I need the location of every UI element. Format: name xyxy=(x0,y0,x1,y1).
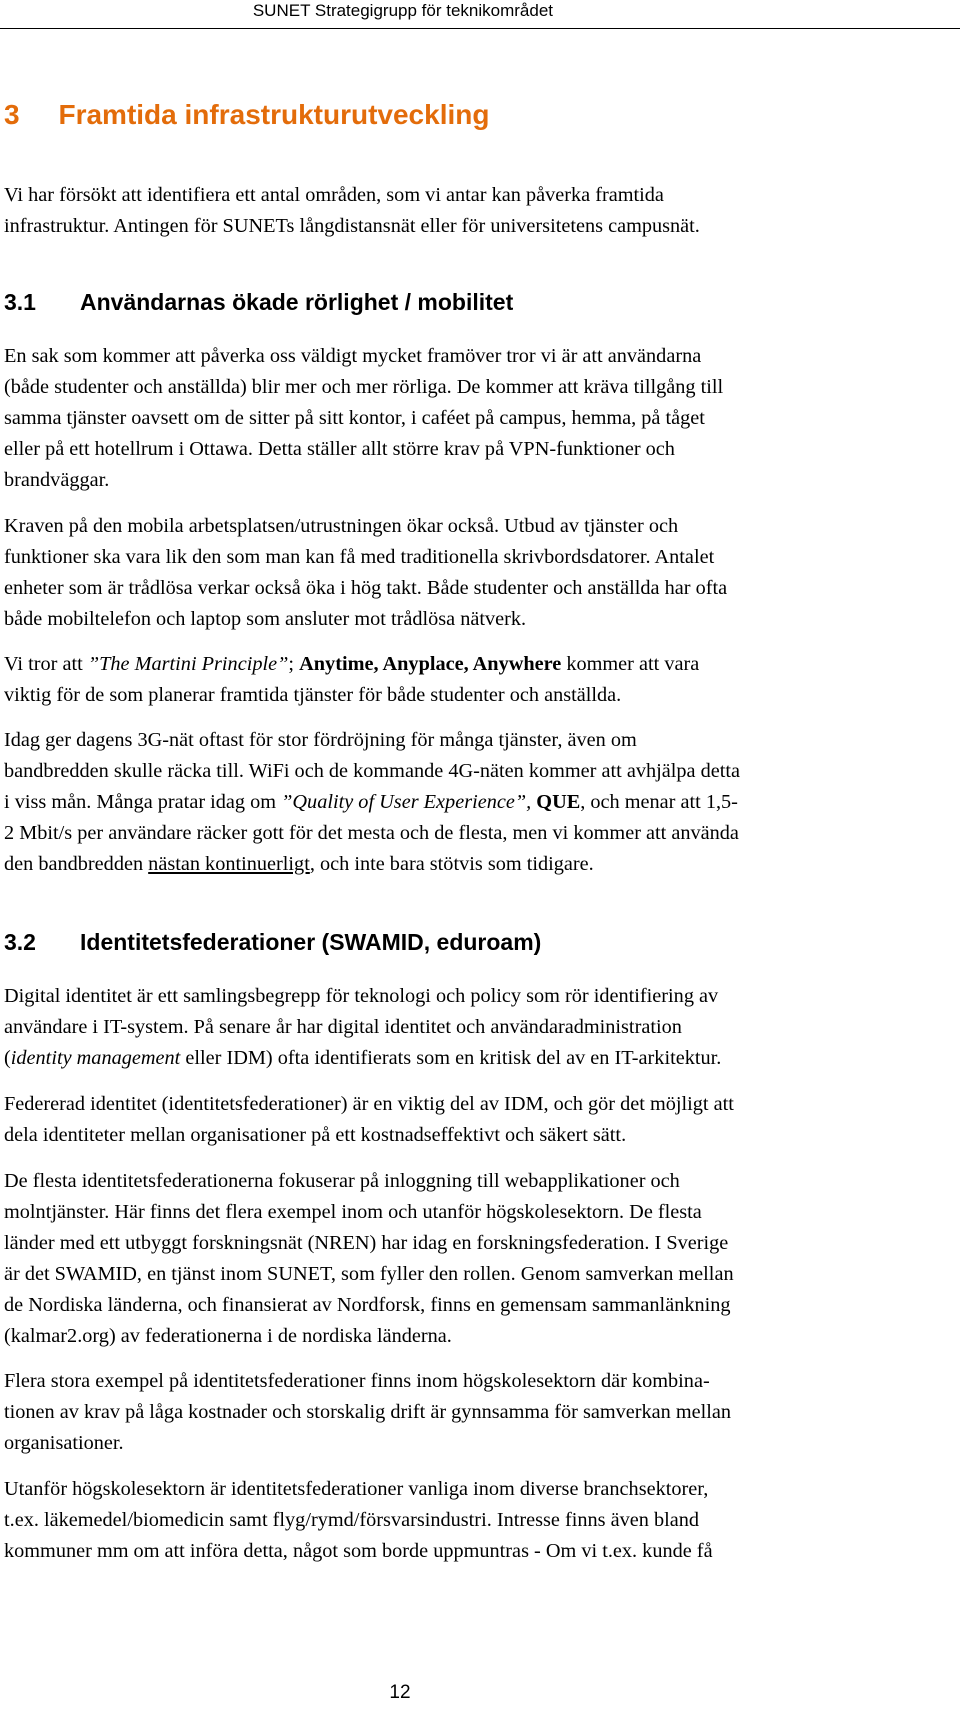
p4-text-e: , och menar att 1,5- 2 Mbit/s per användare räcker gott för det mesta och de flesta, men vi kommer att använda den bandbredden xyxy=(4,791,739,875)
section-3-2-title: Identitetsfederationer (SWAMID, eduroam) xyxy=(80,929,542,955)
section-3-2-heading xyxy=(4,929,541,956)
section-3-1-title: Användarnas ökade rörlighet / mobilitet xyxy=(80,289,514,315)
mobility-paragraph-3 xyxy=(4,649,959,711)
identity-paragraph-4: Flera stora exempel på identitetsfederationer finns inom högskolesektorn där kombina- tionen av krav på låga kostnader och storskalig drift är gynnsamma för samverkan mellan organisationer. xyxy=(4,1370,732,1454)
p3-text-c: ; xyxy=(288,653,300,675)
identity-paragraph-3: De flesta identitetsfederationerna fokuserar på inloggning till webapplikationer och molntjänster. Här finns det flera exempel inom och utanför högskolesektorn. De flesta länder med ett utbyggt forskningsnät (NREN) har idag en forskningsfederation. I Sverige är det SWAMID, en tjänst inom SUNET, som fyller den rollen. Genom samverkan mellan de Nordiska länderna, och finansierat av Nordforsk, finns en gemensam sammanlänkning (kalmar2.org) av federationerna i de nordiska länderna. xyxy=(4,1170,734,1347)
id-p1-text-a: Digital identitet är ett samlingsbegrepp för teknologi och policy som rör identifiering av användare i IT-system. På senare år har digital identitet och användaradministration ( xyxy=(4,985,719,1069)
p3-text-a: Vi tror att xyxy=(4,653,88,675)
section-3-heading xyxy=(4,99,489,131)
p3-text-e: kommer att vara viktig för de som planerar framtida tjänster för både studenter och anställda. xyxy=(4,653,700,706)
nastan-kontinuerligt: nästan kontinuerligt xyxy=(148,853,310,875)
identity-management: identity management xyxy=(10,1047,181,1069)
martini-principle: ”The Martini Principle” xyxy=(87,653,289,675)
id-p1-text-c: eller IDM) ofta identifierats som en kritisk del av en IT-arkitektur. xyxy=(180,1047,722,1069)
identity-paragraph-5: Utanför högskolesektorn är identitetsfederationer vanliga inom diverse branchsektorer, t.ex. läkemedel/biomedicin samt flyg/rymd/försvarsindustri. Intresse finns även bland kommuner mm om att införa detta, något som borde uppmuntras - Om vi t.ex. kunde få xyxy=(4,1478,713,1562)
section-3-number: 3 xyxy=(4,99,20,130)
identity-paragraph-1 xyxy=(4,981,959,1074)
section-3-1-heading xyxy=(4,289,513,316)
page-number: 12 xyxy=(389,1682,411,1703)
section-3-title: Framtida infrastrukturutveckling xyxy=(58,99,490,130)
que-abbreviation: QUE xyxy=(536,791,581,813)
anytime-anyplace-anywhere: Anytime, Anyplace, Anywhere xyxy=(299,653,562,675)
section-3-intro: Vi har försökt att identifiera ett antal områden, som vi antar kan påverka framtida infrastruktur. Antingen för SUNETs långdistansnät eller för universitetens campusnät. xyxy=(4,184,700,237)
mobility-paragraph-4 xyxy=(4,725,959,880)
page-header xyxy=(0,0,960,29)
mobility-paragraph-2: Kraven på den mobila arbetsplatsen/utrustningen ökar också. Utbud av tjänster och funktioner ska vara lik den som man kan få med traditionella skrivbordsdatorer. Antalet enheter som är trådlösa verkar också öka i hög takt. Både studenter och anställda har ofta både mobiltelefon och laptop som ansluter mot trådlösa nätverk. xyxy=(4,515,728,630)
section-3-2-number: 3.2 xyxy=(4,929,36,955)
p4-text-g: , och inte bara stötvis som tidigare. xyxy=(309,853,594,875)
mobility-paragraph-1: En sak som kommer att påverka oss väldigt mycket framöver tror vi är att användarna (både studenter och anställda) blir mer och mer rörliga. De kommer att kräva tillgång till samma tjänster oavsett om de sitter på sitt kontor, i caféet på campus, hemma, på tåget eller på ett hotellrum i Ottawa. Detta ställer allt större krav på VPN-funktioner och brandväggar. xyxy=(4,345,724,491)
section-3-1-number: 3.1 xyxy=(4,289,36,315)
identity-paragraph-2: Federerad identitet (identitetsfederationer) är en viktig del av IDM, och gör det möjligt att dela identiteter mellan organisationer på ett kostnadseffektivt och säkert sätt. xyxy=(4,1093,734,1146)
header-title: SUNET Strategigrupp för teknikområdet xyxy=(252,1,553,20)
p4-text-a: Idag ger dagens 3G-nät oftast för stor fördröjning för många tjänster, även om bandbredden skulle räcka till. WiFi och de kommande 4G-näten kommer att avhjälpa detta i viss mån. Många pratar idag om xyxy=(4,729,741,813)
quality-of-user-experience: ”Quality of User Experience”, xyxy=(281,791,532,813)
